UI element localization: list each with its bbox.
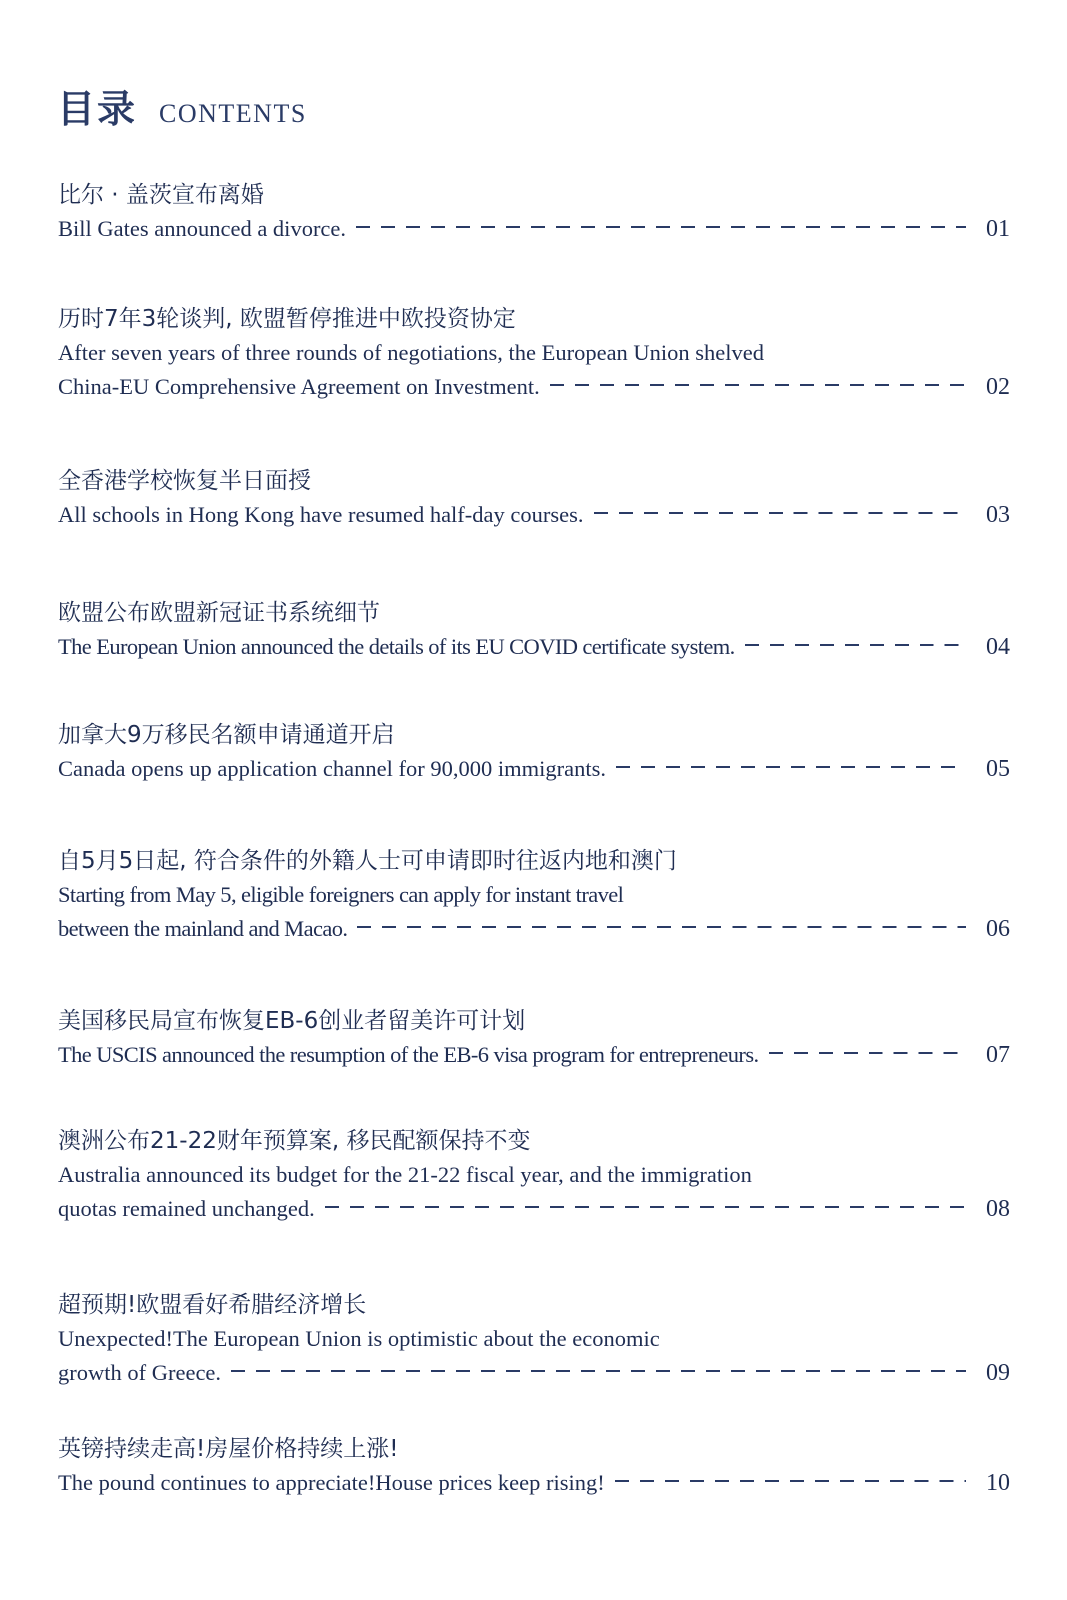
page-number: 05 [986,756,1010,782]
dot-leader [356,226,966,228]
entry-title-zh: 英镑持续走高!房屋价格持续上涨! [58,1436,399,1462]
page-number: 09 [986,1360,1010,1386]
dot-leader [550,384,966,386]
dot-leader [594,512,966,514]
entry-title-en: The USCIS announced the resumption of the EB-6 visa program for entrepreneurs. [58,1042,759,1067]
entry-title-en-cont: quotas remained unchanged. [58,1196,315,1221]
page-number: 07 [986,1042,1010,1068]
toc-entry[interactable] [58,1432,1010,1500]
entry-title-en: Starting from May 5, eligible foreigners can apply for instant travel [58,882,624,907]
entry-title-en-cont: growth of Greece. [58,1360,222,1385]
dot-leader [745,644,966,646]
page-number: 01 [986,216,1010,242]
entry-title-zh: 欧盟公布欧盟新冠证书系统细节 [58,600,380,626]
entry-title-zh: 加拿大9万移民名额申请通道开启 [58,722,395,748]
toc-entry[interactable] [58,844,1010,946]
dot-leader [769,1052,966,1054]
page-title-en: CONTENTS [159,99,307,128]
entry-title-zh: 自5月5日起, 符合条件的外籍人士可申请即时往返内地和澳门 [58,848,677,874]
page-number: 03 [986,502,1010,528]
toc-entry[interactable] [58,1124,1010,1226]
page-number: 10 [986,1470,1010,1496]
entry-title-en-cont: China-EU Comprehensive Agreement on Investment. [58,374,540,399]
entry-title-zh: 美国移民局宣布恢复EB-6创业者留美许可计划 [58,1008,526,1034]
page-number: 04 [986,634,1010,660]
toc-entry[interactable] [58,178,1010,246]
entry-title-zh: 全香港学校恢复半日面授 [58,468,311,494]
page-number: 06 [986,916,1010,942]
entry-title-en-cont: between the mainland and Macao. [58,916,348,941]
toc-entry[interactable] [58,596,1010,664]
entry-title-en: The pound continues to appreciate!House prices keep rising! [58,1470,605,1495]
entry-title-zh: 历时7年3轮谈判, 欧盟暂停推进中欧投资协定 [58,306,516,332]
entry-title-en: Bill Gates announced a divorce. [58,216,347,241]
dot-leader [616,766,966,768]
entry-title-en: Canada opens up application channel for 90,000 immigrants. [58,756,606,781]
dot-leader [325,1206,966,1208]
entry-title-en: After seven years of three rounds of negotiations, the European Union shelved [58,340,765,365]
dot-leader [615,1480,966,1482]
page-header [57,78,307,133]
toc-entry[interactable] [58,718,1010,786]
entry-title-en: Unexpected!The European Union is optimistic about the economic [58,1326,660,1351]
dot-leader [357,926,966,928]
entry-title-zh: 澳洲公布21-22财年预算案, 移民配额保持不变 [58,1128,531,1154]
page-number: 02 [986,374,1010,400]
page-number: 08 [986,1196,1010,1222]
entry-title-zh: 比尔 · 盖茨宣布离婚 [58,182,264,208]
entry-title-en: Australia announced its budget for the 21-22 fiscal year, and the immigration [58,1162,752,1187]
page-title-zh: 目录 [57,87,138,131]
toc-entry[interactable] [58,464,1010,532]
entry-title-zh: 超预期!欧盟看好希腊经济增长 [58,1292,367,1318]
toc-entry[interactable] [58,1288,1010,1390]
dot-leader [231,1370,966,1372]
toc-entry[interactable] [58,1004,1010,1072]
entry-title-en: All schools in Hong Kong have resumed half-day courses. [58,502,584,527]
entry-title-en: The European Union announced the details of its EU COVID certificate system. [58,634,735,659]
toc-entry[interactable] [58,302,1010,404]
